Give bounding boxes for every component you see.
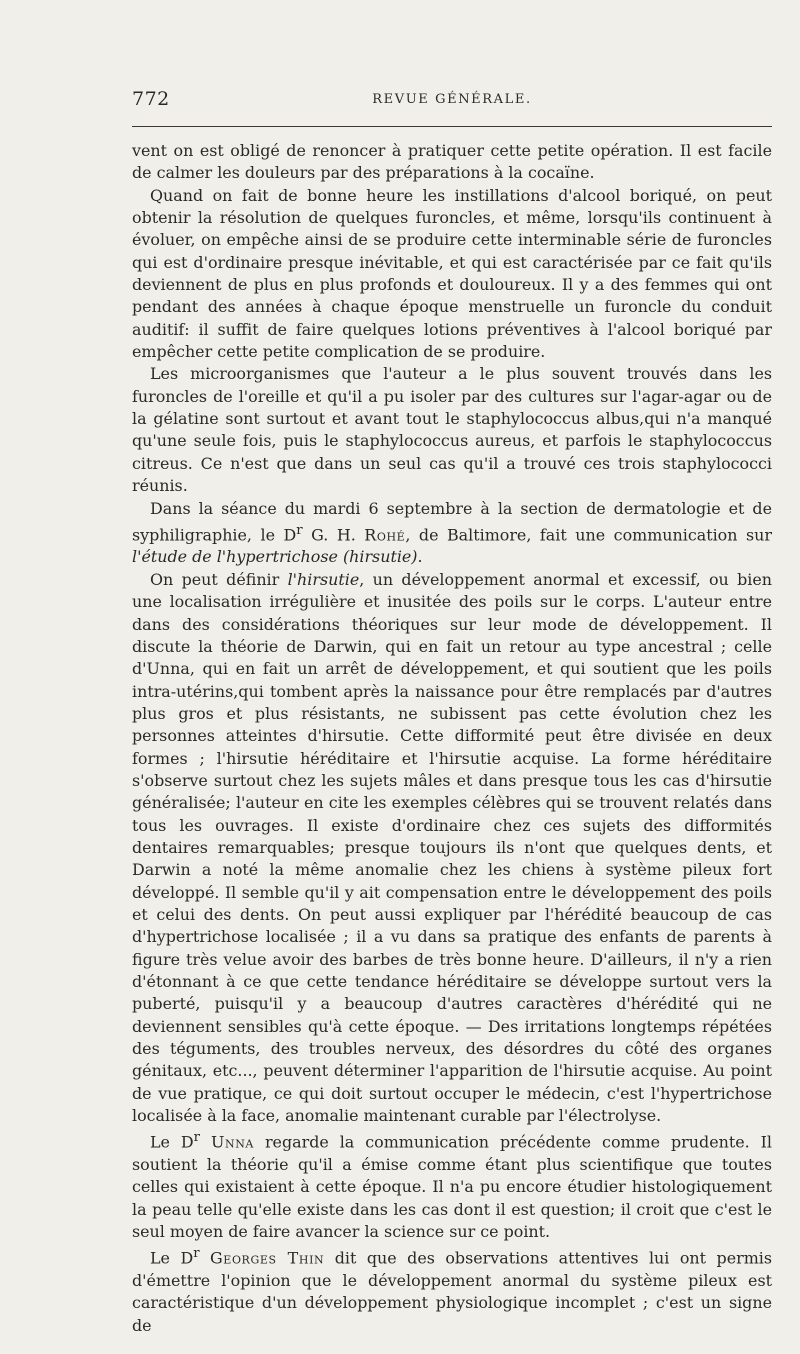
superscript: r <box>193 1130 201 1146</box>
text-run: regarde la communication précédente comme prudente. Il soutient la théorie qu'il a émise comme étant plus scientifique que toutes celles qui existaient à cette époque. Il n'a pu encore étudier histologiquement la peau telle qu'elle existe dans les cas dont il est question; il croit que c'est le seul moyen de faire avancer la science sur ce point. <box>132 1132 772 1242</box>
author-name-rohe: Rohé <box>364 525 406 545</box>
page-header <box>132 88 772 114</box>
text-run: , de Baltimore, fait une communication sur <box>405 525 772 545</box>
header-rule <box>132 126 772 127</box>
paragraph-microorganisms: Les microorganismes que l'auteur a le plus souvent trouvés dans les furoncles de l'oreille et qu'il a pu isoler par des cultures sur l'agar-agar ou de la gélatine sont surtout et avant tout le staphylococcus albus,qui n'a manqué qu'une seule fois, puis le staphylococcus aureus, et parfois le staphylococcus citreus. Ce n'est que dans un seul cas qu'il a trouvé ces trois staphylococci réunis. <box>132 364 772 496</box>
italic-term: l'hirsutie <box>287 569 360 589</box>
author-name-unna: Unna <box>210 1132 254 1152</box>
text-run: G. H. <box>302 525 365 545</box>
italic-title: l'étude de l'hypertrichose (hirsutie) <box>132 547 418 567</box>
text-run: , un développement anormal et excessif, ou bien une localisation irrégulière et inusitée des poils sur le corps. L'auteur entre dans des considérations théoriques sur leur mode de développement. Il discute la théorie de Darwin, qui en fait un retour au type ancestral ; celle d'Unna, qui en fait un arrêt de développement, et qui soutient que les poils intra-utérins,qui tombent après la naissance pour être remplacés par d'autres plus gros et plus résistants, ne subissent pas cette évolution chez les personnes atteintes d'hirsutie. Cette difformité peut être divisée en deux formes ; l'hirsutie héréditaire et l'hirsutie acquise. La forme héréditaire s'observe surtout chez les sujets mâles et dans presque tous les cas d'hirsutie généralisée; l'auteur en cite les exemples célèbres qui se trouvent relatés dans tous les ouvrages. Il existe d'ordinaire chez ces sujets des difformités dentaires remarquables; presque toujours ils n'ont que quelques dents, et Darwin a noté la même anomalie chez les chiens à système pileux fort développé. Il semble qu'il y ait compensation entre le développement des poils et celui des dents. On peut aussi expliquer par l'hérédité beaucoup de cas d'hypertrichose localisée ; il a vu dans sa pratique des enfants de parents à figure très velue avoir des barbes de très bonne heure. D'ailleurs, il n'y a rien d'étonnant à ce que cette tendance héréditaire se développe surtout vers la puberté, puisqu'il y a beaucoup d'autres caractères d'hérédité qui ne deviennent sensibles qu'à cette époque. — Des irritations longtemps répétées des téguments, des troubles nerveux, des désordres du côté des organes génitaux, etc..., peuvent déterminer l'apparition de l'hirsutie acquise. Au point de vue pratique, ce qui doit surtout occuper le médecin, c'est l'hypertrichose localisée à la face, anomalie maintenant curable par l'électrolyse. <box>132 569 773 1126</box>
superscript: r <box>193 1246 200 1262</box>
paragraph-boric-alcohol: Quand on fait de bonne heure les instillations d'alcool boriqué, on peut obtenir la résolution de quelques furoncles, et même, lorsqu'ils continuent à évoluer, on empêche ainsi de se produire cette interminable série de furoncles qui est d'ordinaire presque inévitable, et qui est caractérisée par ce fait qu'ils deviennent de plus en plus profonds et douloureux. Il y a des femmes qui ont pendant des années à chaque époque menstruelle un furoncle du conduit auditif: il suffit de faire quelques lotions préventives à l'alcool boriqué par empêcher cette petite complication de se produire. <box>132 185 772 362</box>
body-text <box>132 140 772 1337</box>
paragraph-hirsutie-definition <box>132 569 772 1128</box>
paragraph-rohe-session <box>132 498 772 569</box>
paragraph-continuation: vent on est obligé de renoncer à pratiquer cette petite opération. Il est facile de calmer les douleurs par des préparations à la cocaïne. <box>132 141 772 183</box>
paragraph-unna <box>132 1127 772 1243</box>
text-run: Le D <box>150 1248 194 1268</box>
text-run <box>200 1133 211 1152</box>
author-name-thin: Georges Thin <box>210 1248 325 1268</box>
text-run <box>200 1249 210 1268</box>
text-run: dit que des observations attentives lui ont permis d'émettre l'opinion que le développement anormal du système pileux est caractéristique d'un développement physiologique incomplet ; c'est un signe de <box>132 1248 773 1335</box>
text-run: Le D <box>150 1132 194 1152</box>
running-title: REVUE GÉNÉRALE. <box>372 92 532 107</box>
text-run: . <box>417 547 423 567</box>
text-run: Dans la séance du mardi 6 septembre à la section de dermatologie et de syphiligraphie, le D <box>132 498 772 545</box>
page-number: 772 <box>132 88 170 110</box>
text-run: On peut définir <box>150 569 288 589</box>
superscript: r <box>296 522 303 538</box>
paragraph-thin <box>132 1243 772 1337</box>
